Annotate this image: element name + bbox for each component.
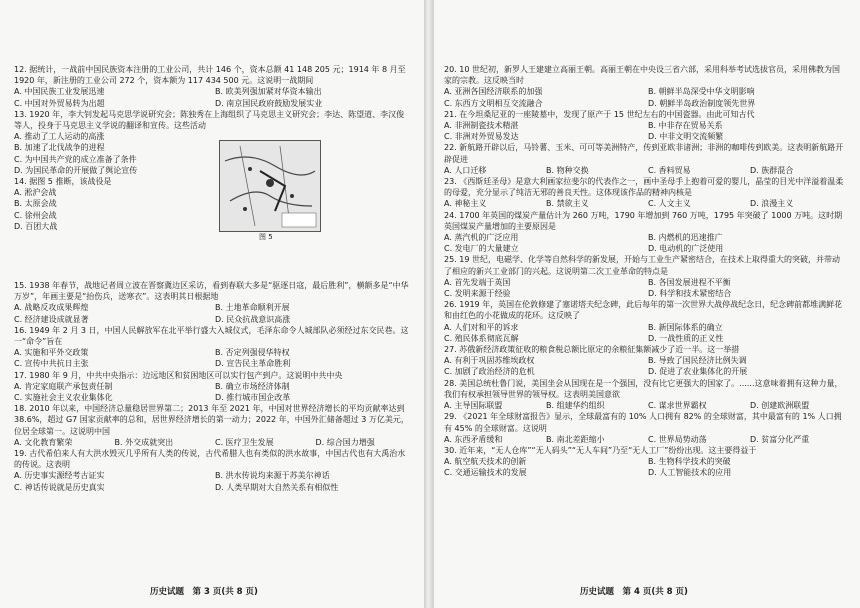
option-b: B. 洪水传说均来源于苏美尔神话 [215, 471, 330, 481]
figure-caption: 图 5 [259, 233, 273, 242]
option-d: D. 浪漫主义 [750, 199, 794, 209]
option-b: B. 朝鲜半岛深受中华文明影响 [648, 87, 755, 97]
option-a: A. 推动了工人运动的高涨 [14, 132, 105, 142]
option-b: B. 中非存在贸易关系 [648, 121, 723, 131]
question-30 [444, 445, 846, 479]
question-stem: 17. 1980 年 9 月，中共中央指示：边远地区和贫困地区可以实行包产到户。这说明中共中央 [14, 370, 343, 380]
question-stem: 20. 10 世纪初，新罗人王建建立高丽王朝。高丽王朝在中央设三省六部，采用科举考试选拔官员，采用佛教为国家的宗教。这反映当时 [444, 65, 840, 86]
option-a: A. 神秘主义 [444, 199, 487, 209]
option-c: C. 殖民体系彻底瓦解 [444, 333, 519, 343]
option-b: B. 物种交换 [546, 165, 589, 175]
question-29 [444, 411, 846, 445]
option-a: A. 人口迁移 [444, 165, 487, 175]
option-b: B. 否定列强侵华特权 [215, 348, 290, 358]
option-c: C. 谋求世界霸权 [648, 401, 707, 411]
option-a: A. 战略反攻成果辉煌 [14, 303, 89, 313]
option-c: C. 世界局势动荡 [648, 434, 707, 444]
left-page [14, 64, 410, 493]
page-footer-left: 历史试题 第 3 页(共 8 页) [150, 587, 258, 597]
option-a: A. 蒸汽机的广泛应用 [444, 233, 519, 243]
option-c: C. 东西方文明相互交流融合 [444, 98, 543, 108]
question-stem: 19. 古代希伯来人有大洪水毁灭几乎所有人类的传说，古代希腊人也有类似的洪水故事，中国古代也有大禹治水的传说。这表明 [14, 449, 406, 470]
option-a: A. 淞沪会战 [14, 188, 57, 198]
option-a: A. 主导国际联盟 [444, 401, 503, 411]
option-d: D. 族群混合 [750, 165, 794, 175]
question-stem: 26. 1919 年，英国在伦敦修建了塞诺塔夫纪念碑，此后每年的第一次世界大战停战纪念日，纪念碑前都堆满鲜花和由红色的小花做成的花环。这反映了 [444, 300, 843, 321]
option-d: D. 朝鲜半岛政治制度领先世界 [648, 98, 756, 108]
right-page [444, 64, 846, 479]
option-b: B. 确立市场经济体制 [215, 381, 290, 391]
question-25 [444, 254, 846, 299]
option-b: B. 欧美列强加紧对华资本输出 [215, 87, 322, 97]
option-b: B. 太原会战 [14, 199, 57, 209]
option-b: B. 南北差距缩小 [546, 434, 605, 444]
option-a: A. 肯定家庭联产承包责任制 [14, 381, 113, 391]
question-27 [444, 344, 846, 378]
question-stem: 21. 在今坦桑尼亚的一座陵墓中，发现了原产于 15 世纪左右的中国瓷器。由此可知古代 [444, 109, 755, 119]
option-c: C. 为中国共产党的成立准备了条件 [14, 154, 137, 164]
option-c: C. 实施社会主义农业集体化 [14, 393, 113, 403]
option-d: D. 创建欧洲联盟 [750, 401, 810, 411]
question-23 [444, 176, 846, 210]
option-b: B. 生物科学技术的突破 [648, 457, 731, 467]
battle-map-figure [219, 140, 321, 232]
option-c: C. 宣传中共抗日主张 [14, 359, 89, 369]
question-stem: 27. 苏俄新经济政策征收的粮食税总额比原定的余粮征集额减少了近一半。这一举措 [444, 345, 740, 355]
question-28 [444, 378, 846, 412]
option-a: A. 中国民族工业发展迅速 [14, 87, 105, 97]
option-b: B. 各国发展进程不平衡 [648, 277, 731, 287]
option-d: D. 宣告民主革命胜利 [215, 359, 291, 369]
question-stem: 18. 2010 年以来，中国经济总量稳居世界第二；2013 年至 2021 年，中国对世界经济增长的平均贡献率达到 38.6%，超过 G7 国家贡献率的总和，居世界经济增长的第一动力；2022 年，中国外汇储备超过 3 万亿美元，位居全球第一。这说明中国 [14, 404, 409, 436]
option-a: A. 航空航天技术的创新 [444, 457, 527, 467]
question-stem: 29. 《2021 年全球财富报告》显示，全球最富有的 10% 人口拥有 82% 的全球财富，其中最富有的 1% 人口拥有 45% 的全球财富。这说明 [444, 412, 842, 433]
question-stem: 24. 1700 年英国的煤炭产量估计为 260 万吨，1790 年增加到 760 万吨，1795 年突破了 1000 万吨。这时期英国煤炭产量增加的主要原因是 [444, 210, 843, 231]
option-b: B. 外交成就突出 [114, 437, 174, 447]
question-stem: 12. 据统计，一战前中国民族资本注册的工业公司，共计 146 个，资本总额 41 148 205 元；1914 年 8 月至 1920 年，新注册的工业公司 272 个，资本额为 117 434 500 元。这说明一战期间 [14, 65, 406, 86]
option-c: C. 非洲对外贸易发达 [444, 132, 519, 142]
option-d: D. 科学和技术紧密结合 [648, 289, 732, 299]
option-d: D. 人工智能技术的应用 [648, 468, 732, 478]
question-12 [14, 64, 410, 109]
option-a: A. 非洲制瓷技术精湛 [444, 121, 519, 131]
option-c: C. 发明来源于经验 [444, 289, 511, 299]
question-22 [444, 142, 846, 176]
question-16 [14, 325, 410, 370]
question-18 [14, 403, 410, 448]
option-c: C. 加剧了政治经济的危机 [444, 367, 535, 377]
option-d: D. 推行城市国企改革 [215, 393, 291, 403]
option-a: A. 亚洲各国经济联系的加强 [444, 87, 543, 97]
option-b: B. 内燃机的迅速推广 [648, 233, 723, 243]
option-a: A. 首先发端于英国 [444, 277, 511, 287]
option-c: C. 神话传说就是历史真实 [14, 482, 105, 492]
option-d: D. 为国民革命的开展做了舆论宣传 [14, 165, 138, 175]
option-d: D. 综合国力增强 [315, 437, 375, 447]
question-26 [444, 299, 846, 344]
question-stem: 22. 新航路开辟以后，马铃薯、玉米、可可等美洲特产，传到亚欧非诸洲；非洲的咖啡传到欧美。这表明新航路开辟促进 [444, 143, 844, 164]
option-d: D. 中非文明交流频繁 [648, 132, 724, 142]
option-b: B. 组建华约组织 [546, 401, 605, 411]
option-c: C. 徐州会战 [14, 210, 57, 220]
question-stem: 30. 近年来，“无人仓库”“无人码头”“无人车间”乃至“无人工厂”纷纷出现。这主要得益于 [444, 445, 757, 455]
page-footer-right: 历史试题 第 4 页(共 8 页) [580, 587, 688, 597]
option-c: C. 人文主义 [648, 199, 691, 209]
option-a: A. 文化教育繁荣 [14, 437, 73, 447]
option-b: B. 新国际体系的确立 [648, 322, 723, 332]
question-13 [14, 109, 410, 176]
option-c: C. 交通运输技术的发展 [444, 468, 527, 478]
question-20 [444, 64, 846, 109]
question-15 [14, 280, 410, 325]
option-c: C. 发电厂的大量建立 [444, 244, 519, 254]
option-d: D. 一战性质的正义性 [648, 333, 724, 343]
question-stem: 28. 美国总统杜鲁门说，美国坐会从国现在是一个强国，没有比它更强大的国家了。......这意味着拥有这种力量，我们有权承担领导世界的领导权。这表明美国意欲 [444, 378, 843, 399]
option-d: D. 贫富分化严重 [750, 434, 810, 444]
question-24 [444, 210, 846, 255]
option-c: C. 香料贸易 [648, 165, 691, 175]
option-b: B. 加速了北伐战争的进程 [14, 143, 105, 153]
option-d: D. 南京国民政府鼓励发展实业 [215, 98, 323, 108]
option-c: C. 经济建设成就显著 [14, 314, 89, 324]
question-21 [444, 109, 846, 143]
option-d: D. 电动机的广泛使用 [648, 244, 724, 254]
option-b: B. 土地革命顺利开展 [215, 303, 290, 313]
option-d: D. 民众抗战意识高涨 [215, 314, 291, 324]
option-a: A. 人们对和平的诉求 [444, 322, 519, 332]
question-stem: 23. 《西斯廷圣母》是意大利画家拉斐尔的代表作之一，画中圣母手上抱着可爱的婴儿，晶莹的目光中洋溢着温柔的母爱，充分显示了纯洁无邪的善良天性。这体现该作品的精神内核是 [444, 177, 844, 198]
option-d: D. 促进了农业集体化的开展 [648, 367, 748, 377]
option-a: A. 历史事实源经考古证实 [14, 471, 105, 481]
question-stem: 15. 1938 年春节，战地记者周立波在晋察冀边区采访，看到春联大多是“驱逐日寇，最后胜利”，横额多是“中华万岁”，年画主要是“抬伤兵，送寒衣”。这表明其日根据地 [14, 281, 409, 302]
question-stem: 13. 1920 年，李大钊发起马克思学说研究会；陈独秀在上海组织了马克思主义研究会；李达、陈望道、李汉俊等人，投身于马克思主义学说的翻译和宣传。这些活动 [14, 109, 405, 131]
option-c: C. 医疗卫生发展 [215, 437, 274, 447]
question-stem: 16. 1949 年 2 月 3 日，中国人民解放军在北平举行盛大入城仪式，毛泽东命令人城部队必须经过东交民巷。这一“命令”旨在 [14, 325, 409, 347]
question-17 [14, 370, 410, 404]
option-a: A. 有利于巩固苏维埃政权 [444, 356, 535, 366]
option-b: B. 禁欲主义 [546, 199, 589, 209]
map-drawing [220, 141, 320, 231]
question-14 [14, 176, 410, 280]
question-stem: 14. 据图 5 推断，该战役是 [14, 177, 112, 187]
option-c: C. 中国对外贸易转为出超 [14, 98, 105, 108]
page-fold [424, 0, 434, 608]
question-19 [14, 448, 410, 493]
option-a: A. 实施和平外交政策 [14, 348, 89, 358]
question-stem: 25. 19 世纪，电磁学、化学等自然科学的新发展，开始与工业生产紧密结合，在技术上取得重大的突破，并带动了相应的新兴工业部门的兴起。这说明第二次工业革命的特点是 [444, 255, 840, 276]
option-a: A. 东西矛盾缓和 [444, 434, 503, 444]
option-d: D. 人类早期对大自然关系有相似性 [215, 482, 339, 492]
option-b: B. 导致了国民经济比例失调 [648, 356, 747, 366]
option-d: D. 百团大战 [14, 221, 58, 231]
